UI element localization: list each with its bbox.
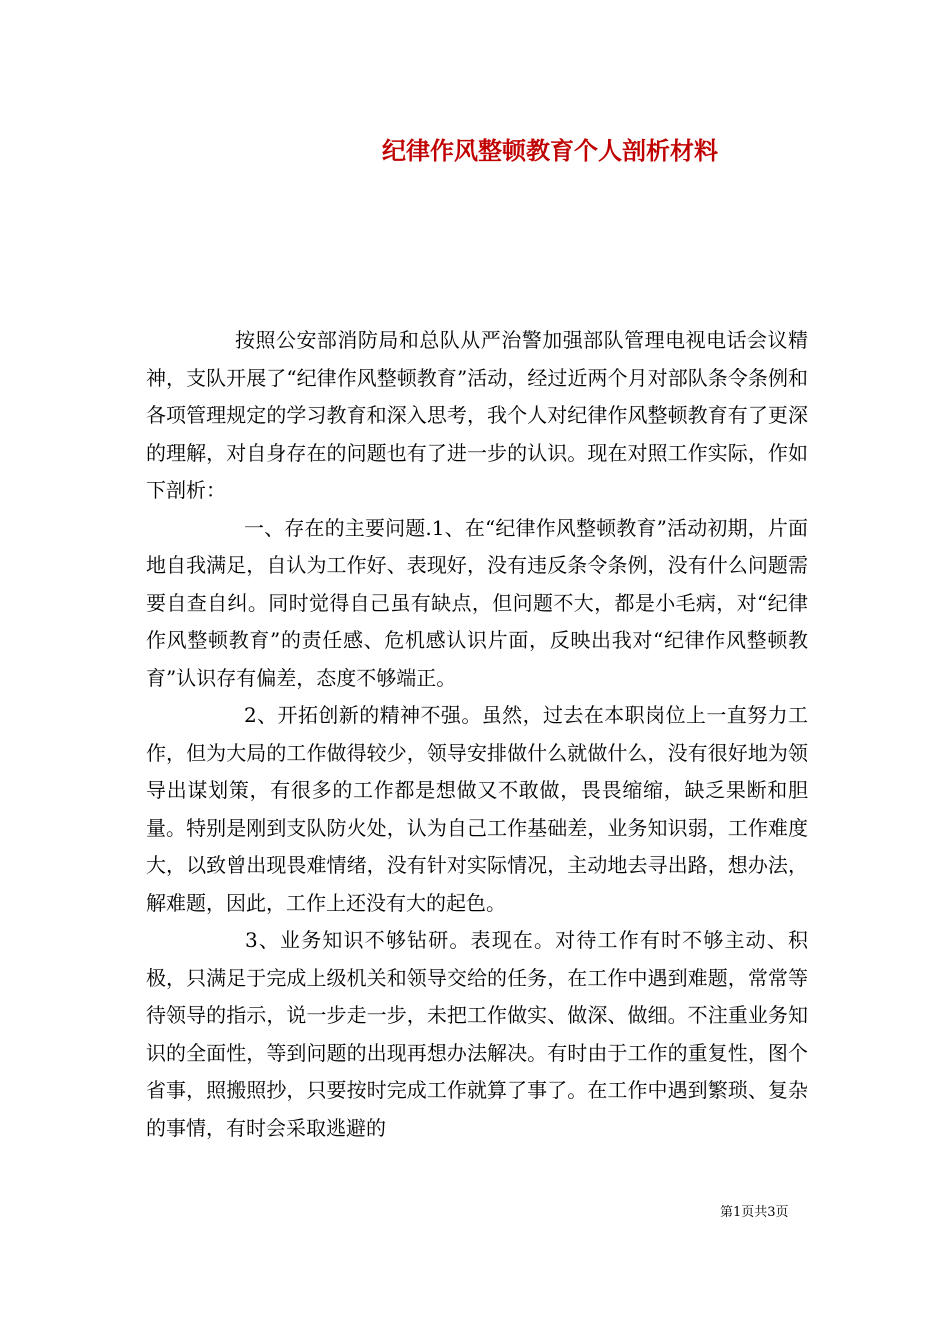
- paragraph-intro: 按照公安部消防局和总队从严治警加强部队管理电视电话会议精神，支队开展了“纪律作风整顿教育”活动，经过近两个月对部队条令条例和各项管理规定的学习教育和深入思考，我个人对纪律作风整顿教育有了更深的理解，对自身存在的问题也有了进一步的认识。现在对照工作实际，作如下剖析：: [146, 328, 808, 502]
- paragraph-problem-3: 3、业务知识不够钻研。表现在。对待工作有时不够主动、积极，只满足于完成上级机关和领导交给的任务，在工作中遇到难题，常常等待领导的指示，说一步走一步，未把工作做实、做深、做细。不注重业务知识的全面性，等到问题的出现再想办法解决。有时由于工作的重复性，图个省事，照搬照抄，只要按时完成工作就算了事了。在工作中遇到繁琐、复杂的事情，有时会采取逃避的: [146, 928, 808, 1140]
- document-body: [146, 322, 808, 1147]
- page-number-label: 第1页共3页: [720, 1205, 789, 1220]
- document-title: 纪律作风整顿教育个人剖析材料: [382, 136, 718, 165]
- paragraph-problem-1: 一、存在的主要问题.1、在“纪律作风整顿教育”活动初期，片面地自我满足，自认为工作好、表现好，没有违反条令条例，没有什么问题需要自查自纠。同时觉得自己虽有缺点，但问题不大，都是小毛病，对“纪律作风整顿教育”的责任感、危机感认识片面，反映出我对“纪律作风整顿教育”认识存有偏差，态度不够端正。: [146, 515, 808, 690]
- paragraph-problem-2: 2、开拓创新的精神不强。虽然，过去在本职岗位上一直努力工作，但为大局的工作做得较少，领导安排做什么就做什么，没有很好地为领导出谋划策，有很多的工作都是想做又不敢做，畏畏缩缩，缺乏果断和胆量。特别是刚到支队防火处，认为自己工作基础差，业务知识弱，工作难度大，以致曾出现畏难情绪，没有针对实际情况，主动地去寻出路，想办法，解难题，因此，工作上还没有大的起色。: [146, 703, 808, 915]
- page-number-footer: [720, 1204, 789, 1222]
